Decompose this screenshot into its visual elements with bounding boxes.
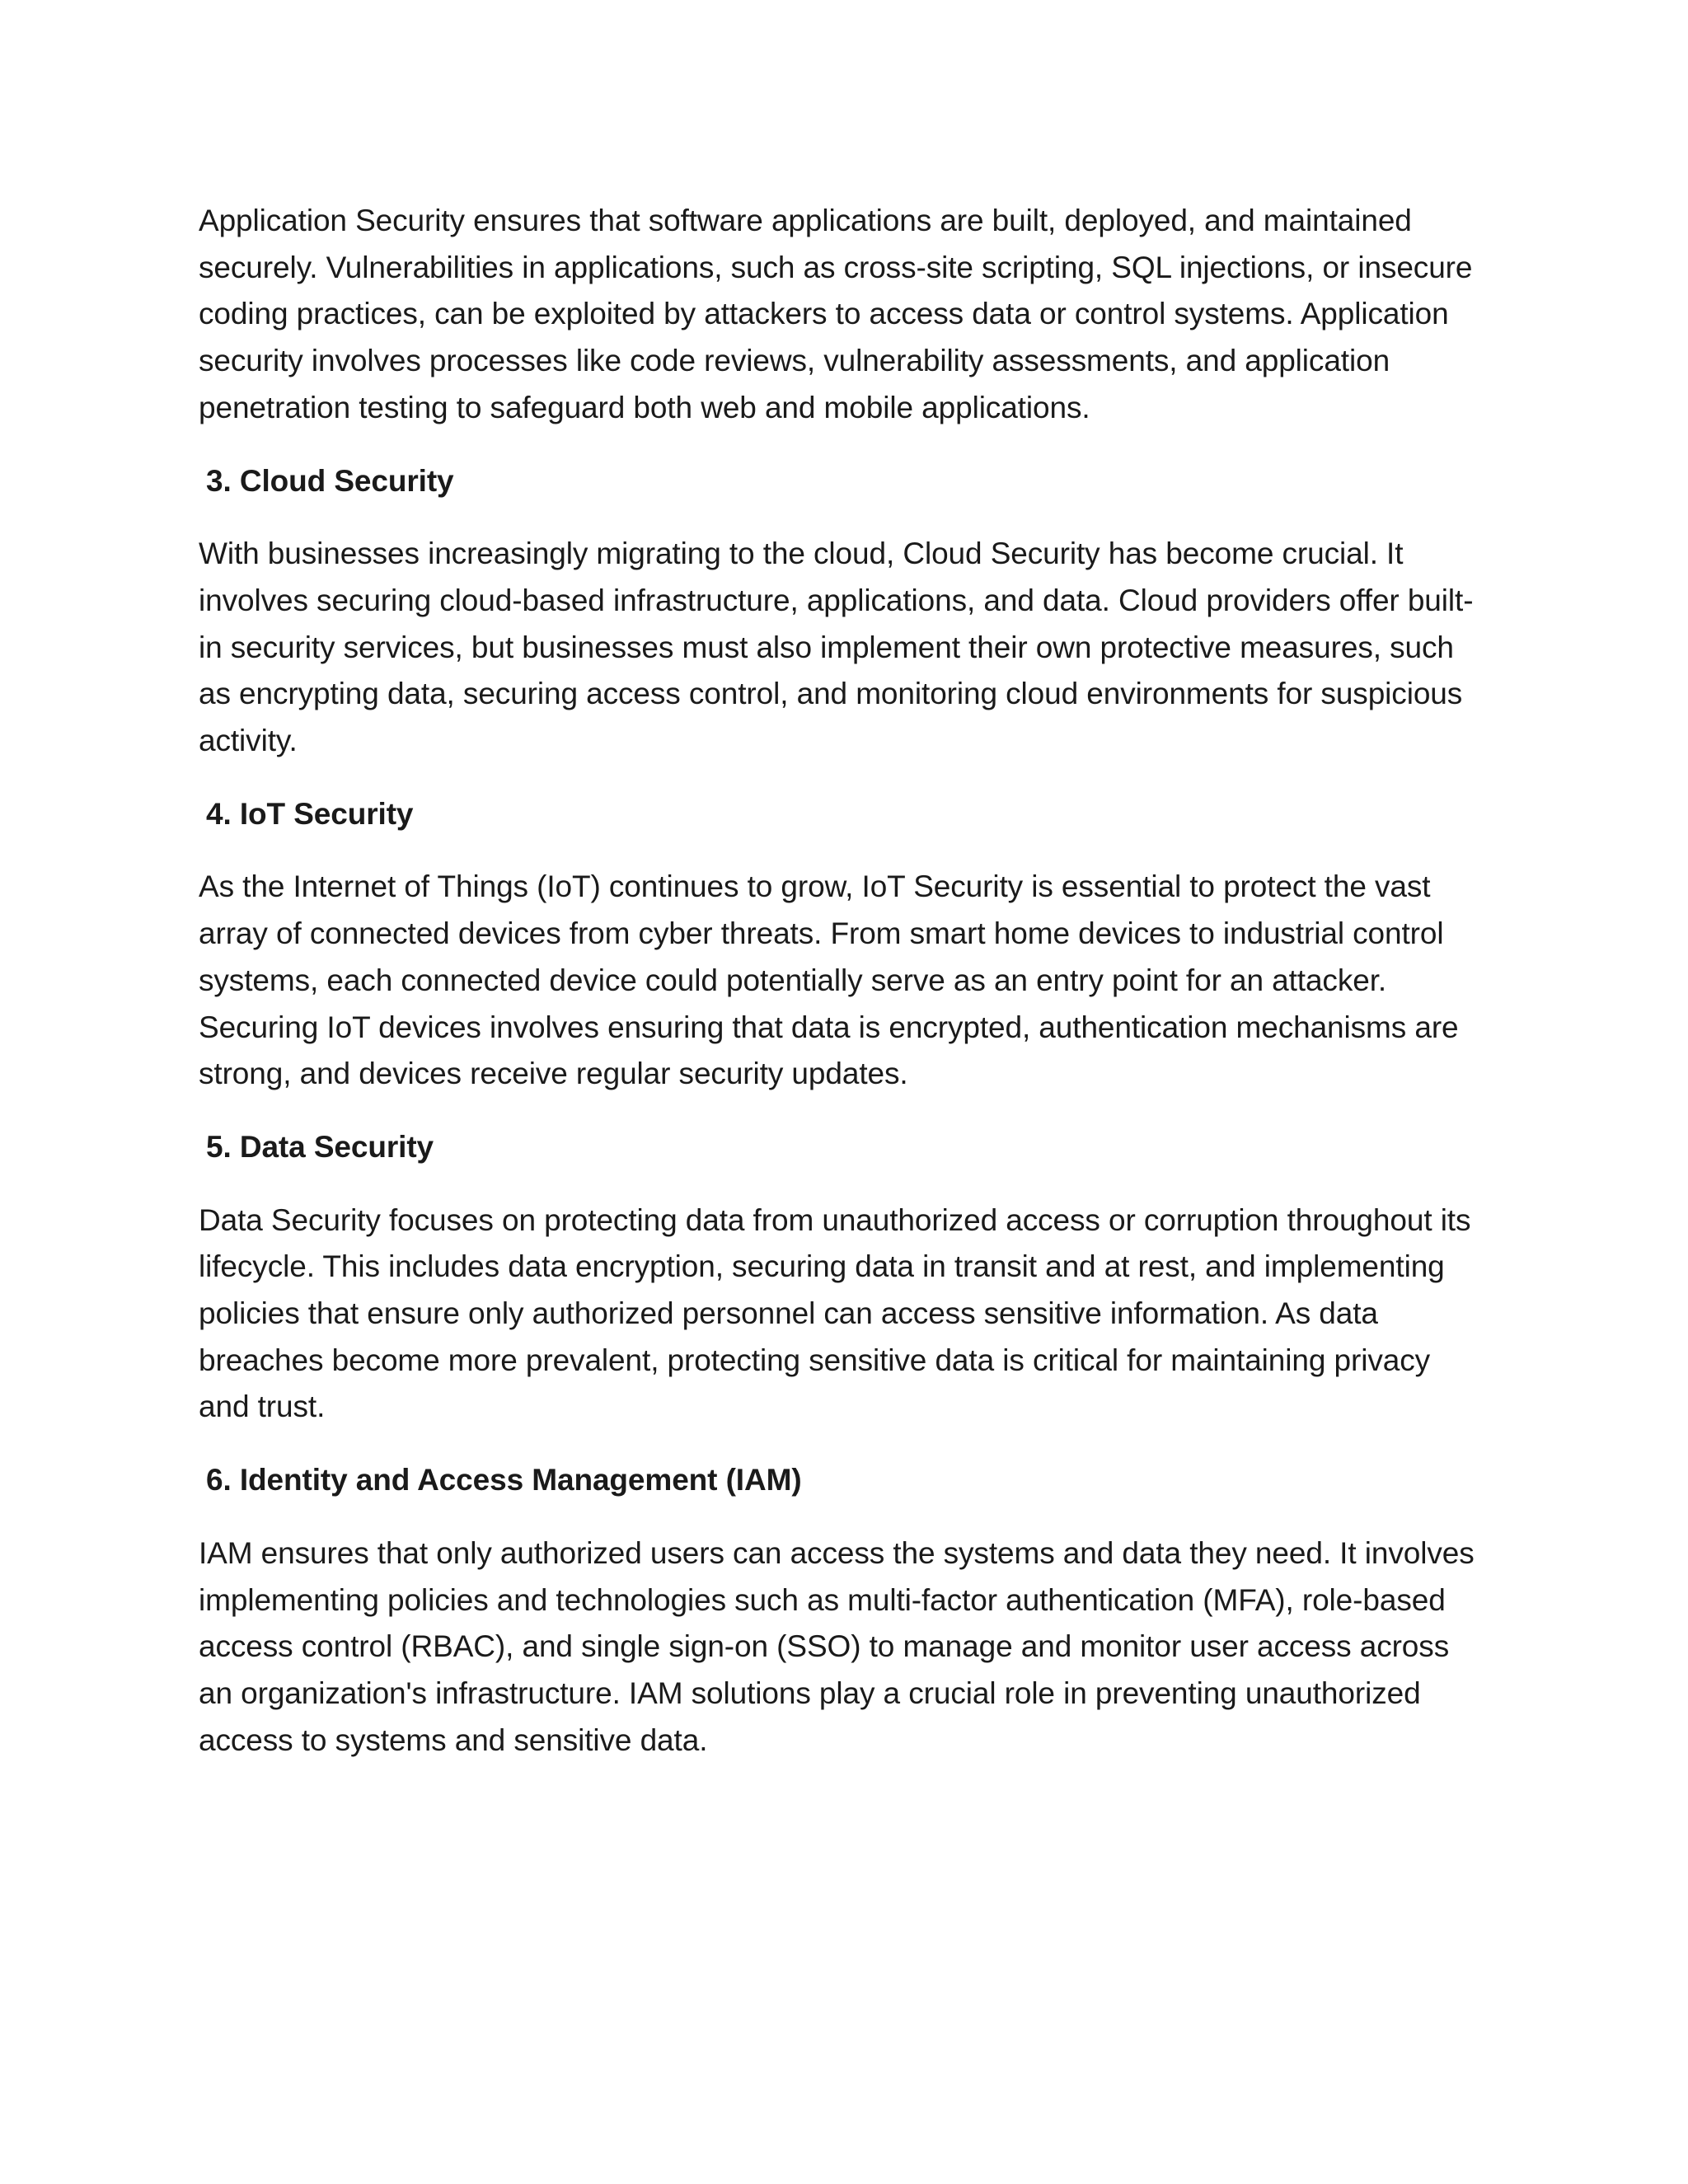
iam-heading: 6. Identity and Access Management (IAM): [206, 1463, 802, 1497]
iot-security-paragraph: As the Internet of Things (IoT) continues to grow, IoT Security is essential to protect the vast array of connected devices from cyber threats. From smart home devices to industrial control systems, each connected device could potentially serve as an entry point for an attacker. Securing IoT devices involves ensuring that data is encrypted, authentication mechanisms are strong, and devices receive regular security updates.: [199, 869, 1459, 1091]
cloud-security-paragraph: With businesses increasingly migrating to the cloud, Cloud Security has become crucial. It involves securing cloud-based infrastructure, applications, and data. Cloud providers offer built-in security services, but businesses must also implement their own protective measures, such as encrypting data, securing access control, and monitoring cloud environments for suspicious activity.: [199, 537, 1474, 758]
data-security-heading: 5. Data Security: [206, 1129, 434, 1164]
application-security-paragraph: Application Security ensures that software applications are built, deployed, and maintained securely. Vulnerabilities in applications, such as cross-site scripting, SQL injections, or insecure coding practices, can be exploited by attackers to access data or control systems. Application security involves processes like code reviews, vulnerability assessments, and application penetration testing to safeguard both web and mobile applications.: [199, 204, 1473, 424]
cloud-security-heading: 3. Cloud Security: [206, 463, 454, 498]
document-body: [199, 198, 1484, 1790]
iam-paragraph: IAM ensures that only authorized users can access the systems and data they need. It involves implementing policies and technologies such as multi-factor authentication (MFA), role-based access control (RBAC), and single sign-on (SSO) to manage and monitor user access across an organization's infrastructure. IAM solutions play a crucial role in preventing unauthorized access to systems and sensitive data.: [199, 1535, 1475, 1757]
iot-security-heading: 4. IoT Security: [206, 796, 414, 831]
data-security-paragraph: Data Security focuses on protecting data from unauthorized access or corruption throughout its lifecycle. This includes data encryption, securing data in transit and at rest, and implementing policies that ensure only authorized personnel can access sensitive information. As data breaches become more prevalent, protecting sensitive data is critical for maintaining privacy and trust.: [199, 1202, 1471, 1424]
